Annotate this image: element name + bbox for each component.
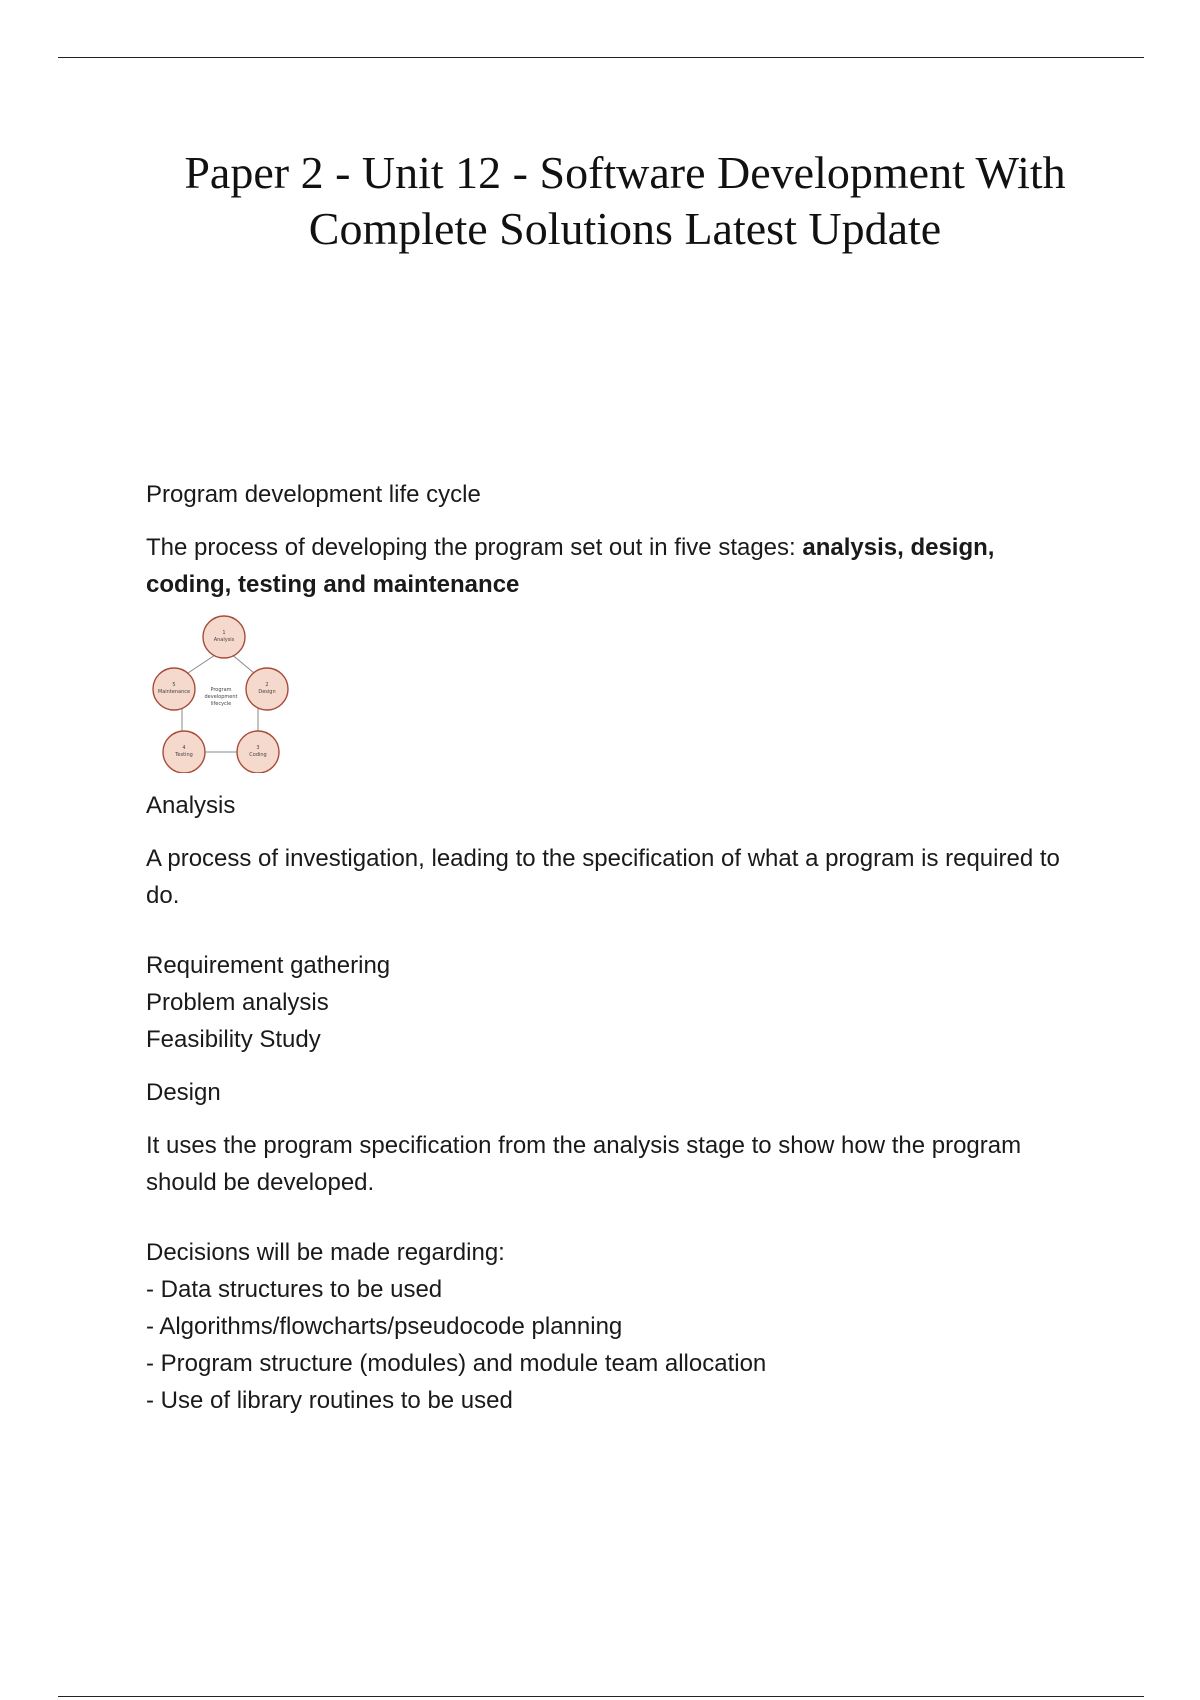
design-decisions	[146, 1234, 1076, 1419]
list-item: - Program structure (modules) and module team allocation	[146, 1350, 767, 1377]
definition-pdlc-text: The process of developing the program set out in five stages:	[146, 534, 803, 561]
list-item: - Data structures to be used	[146, 1276, 443, 1303]
list-item: Requirement gathering	[146, 952, 391, 979]
list-item: - Use of library routines to be used	[146, 1387, 513, 1414]
definition-design: It uses the program specification from the analysis stage to show how the program should be developed.	[146, 1132, 1022, 1196]
pdlc-cycle-diagram	[146, 615, 322, 773]
diagram-center-label: Program	[210, 687, 232, 693]
term-pdlc: Program development life cycle	[146, 481, 481, 508]
diagram-node-label: Testing	[175, 752, 193, 758]
diagram-edge	[188, 653, 218, 673]
diagram-center-label: development	[204, 694, 238, 700]
definition-pdlc	[146, 529, 1076, 603]
diagram-center-label: lifecycle	[210, 701, 232, 707]
list-item: Feasibility Study	[146, 1026, 321, 1053]
definition-analysis: A process of investigation, leading to the specification of what a program is required to do.	[146, 845, 1060, 909]
diagram-node-label: Coding	[249, 752, 267, 758]
diagram-node-number: 4	[182, 745, 186, 751]
analysis-list	[146, 947, 1076, 1058]
document-body	[146, 476, 1076, 1419]
diagram-node-number: 5	[172, 682, 176, 688]
list-item: Problem analysis	[146, 989, 329, 1016]
term-analysis: Analysis	[146, 792, 236, 819]
decisions-intro: Decisions will be made regarding:	[146, 1239, 505, 1266]
diagram-node-number: 3	[256, 745, 260, 751]
definition-pdlc-stages: analysis, design, coding, testing and maintenance	[146, 534, 995, 598]
diagram-node-number: 2	[265, 682, 269, 688]
top-rule	[58, 57, 1144, 58]
diagram-node-label: Design	[258, 689, 276, 695]
diagram-node-label: Maintenance	[157, 689, 191, 695]
document-title: Paper 2 - Unit 12 - Software Development With Complete Solutions Latest Update	[184, 147, 1066, 254]
list-item: - Algorithms/flowcharts/pseudocode planning	[146, 1313, 623, 1340]
diagram-node-number: 1	[222, 630, 226, 636]
diagram-node-label: Analysis	[213, 637, 235, 643]
bottom-rule	[58, 1696, 1144, 1697]
term-design: Design	[146, 1079, 221, 1106]
